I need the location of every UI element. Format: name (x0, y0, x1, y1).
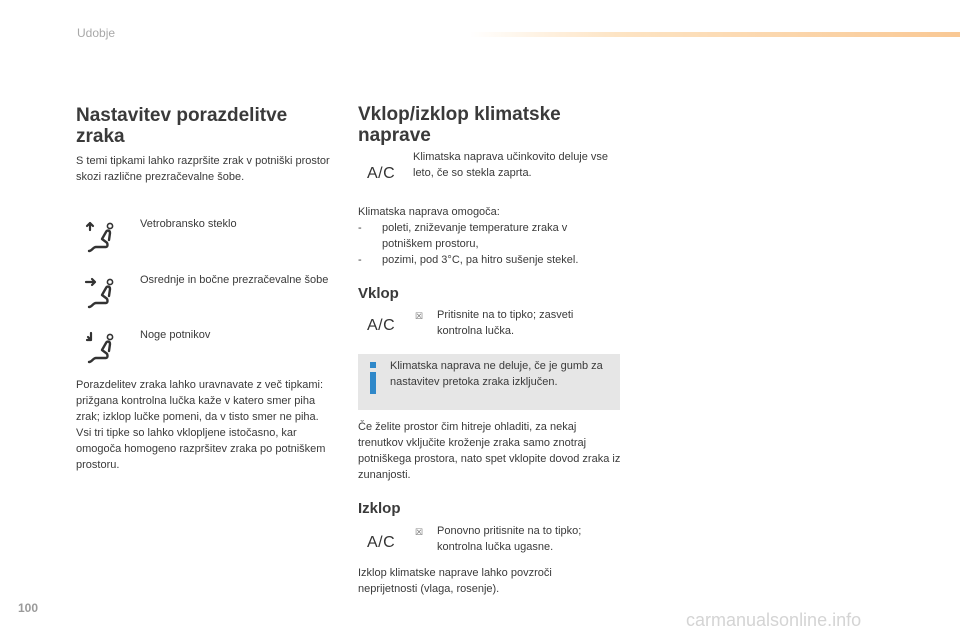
left-intro: S temi tipkami lahko razpršite zrak v potniški prostor skozi različne prezračevalne šobe. (76, 155, 330, 183)
info-icon (366, 360, 380, 396)
on-instruction: ☒ Pritisnite na to tipko; zasveti kontrolna lučka. (415, 309, 574, 337)
info-note-text: Klimatska naprava ne deluje, če je gumb za nastavitev pretoka zraka izključen. (390, 360, 603, 388)
left-outro: Porazdelitev zraka lahko uravnavate z več tipkami: prižgana kontrolna lučka kaže v katero smer piha zrak; izklop lučke pomeni, da v tisto smer ne piha. Vsi tri tipke so lahko vklopljene istočasno, kar omogoča homogeno razpršitev zraka po potniškem prostoru. (76, 379, 326, 471)
pointer-bullet-icon: ☒ (415, 311, 424, 321)
option-label-footwell: Noge potnikov (140, 329, 211, 341)
left-heading: Nastavitev porazdelitve zraka (76, 105, 288, 147)
list-item: - pozimi, pod 3°C, pa hitro sušenje stekel. (358, 254, 579, 266)
off-note: Izklop klimatske naprave lahko povzroči neprijetnosti (vlaga, rosenje). (358, 567, 552, 595)
windscreen-airflow-icon (84, 220, 118, 254)
face-vents-airflow-icon (84, 276, 118, 310)
off-heading: Izklop (358, 500, 401, 517)
watermark: carmanualsonline.info (686, 610, 862, 630)
option-label-face-vents: Osrednje in bočne prezračevalne šobe (140, 274, 329, 286)
off-instruction: ☒ Ponovno pritisnite na to tipko; kontrolna lučka ugasne. (415, 525, 582, 553)
ac-description: Klimatska naprava učinkovito deluje vse leto, če so stekla zaprta. (413, 151, 609, 179)
ac-enables-intro: Klimatska naprava omogoča: (358, 206, 500, 218)
footwell-airflow-icon (84, 331, 118, 365)
pointer-bullet-icon: ☒ (415, 527, 424, 537)
option-label-windscreen: Vetrobransko steklo (140, 218, 237, 230)
cooling-tip: Če želite prostor čim hitreje ohladiti, za nekaj trenutkov vključite kroženje zraka samo znotraj potniškega prostora, nato spet vklopite dovod zraka iz zunanjosti. (358, 421, 621, 481)
page-number: 100 (18, 601, 39, 615)
ac-enables-list (358, 220, 620, 268)
ac-button-label-on: A/C (367, 317, 396, 334)
ac-button-label: A/C (367, 165, 396, 182)
header-accent-rule (470, 32, 960, 37)
info-note-box (358, 354, 620, 410)
ac-button-label-off: A/C (367, 534, 396, 551)
right-heading: Vklop/izklop klimatske naprave (358, 104, 561, 146)
ac-enables-block (358, 204, 620, 268)
list-item: - poleti, zniževanje temperature zraka v potniškem prostoru, (358, 222, 568, 250)
section-title: Udobje (77, 26, 116, 40)
on-heading: Vklop (358, 285, 399, 302)
